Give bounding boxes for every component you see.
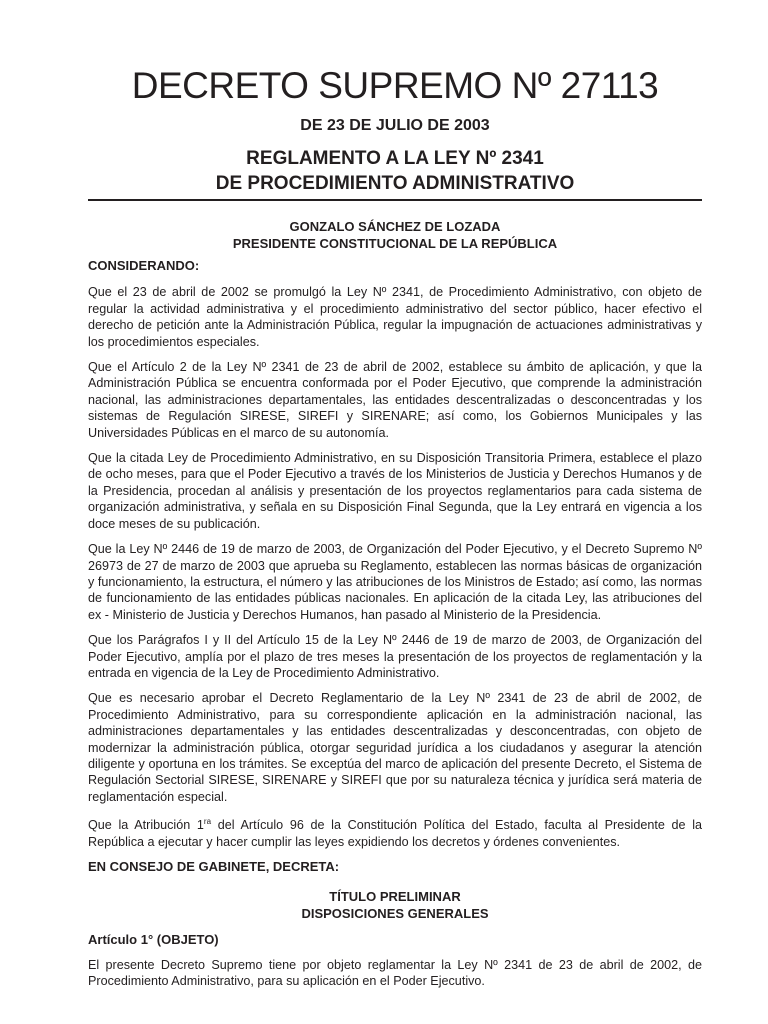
titulo-line-2: DISPOSICIONES GENERALES <box>301 905 489 921</box>
signer-name: GONZALO SÁNCHEZ DE LOZADA <box>289 219 501 234</box>
decreta-heading: EN CONSEJO DE GABINETE, DECRETA: <box>88 859 340 875</box>
decree-date: DE 23 DE JULIO DE 2003 <box>300 117 490 134</box>
atribucion-text-end: del Artículo 96 de la Constitución Política del Estado, faculta al Presidente de la República a ejecutar y hacer cumplir las leyes expidiendo los decretos y órdenes convenientes. <box>88 818 702 849</box>
paragraph: Que la Ley Nº 2446 de 19 de marzo de 2003, de Organización del Poder Ejecutivo, y el Decreto Supremo Nº 26973 de 27 de marzo de 2003 que aprueba su Reglamento, establecen las normas básicas de organización y funcionamiento, la estructura, el número y las atribuciones de los Ministros de Estado; así como, las normas de funcionamiento de las entidades públicas nacionales. En aplicación de la citada Ley, las atribuciones del ex - Ministerio de Justicia y Derechos Humanos, han pasado al Ministerio de la Presidencia. <box>88 542 702 622</box>
paragraph: Que el 23 de abril de 2002 se promulgó la Ley Nº 2341, de Procedimiento Administrativo, con objeto de regular la actividad administrativa y el procedimiento administrativo del sector público, hacer efectivo el derecho de petición ante la Administración Pública, regular la impugnación de actuaciones administrativas y los procedimientos especiales. <box>88 285 702 349</box>
signer-block <box>88 218 702 252</box>
titulo-line-1: TÍTULO PRELIMINAR <box>329 888 461 904</box>
document-body <box>88 258 702 999</box>
paragraph: Que la citada Ley de Procedimiento Administrativo, en su Disposición Transitoria Primera, establece el plazo de ocho meses, para que el Poder Ejecutivo a través de los Ministerios de Justicia y Derechos Humanos y de la Presidencia, procedan al análisis y presentación de los proyectos reglamentarios para cada sistema de organización administrativa, y señala en su Disposición Final Segunda, que la Ley entrará en vigencia a los doce meses de su publicación. <box>88 451 702 531</box>
subtitle-line-1: REGLAMENTO A LA LEY Nº 2341 <box>246 148 544 169</box>
header-divider <box>88 199 702 201</box>
atribucion-superscript: ra <box>203 817 212 827</box>
decree-subtitle <box>88 146 702 196</box>
paragraph: Que es necesario aprobar el Decreto Reglamentario de la Ley Nº 2341 de 23 de abril de 2002, de Procedimiento Administrativo, para su correspondiente aplicación en la administración nacional, las administraciones departamentales y las entidades descentralizadas y desconcentradas, con objeto de modernizar la administración pública, otorgar seguridad jurídica a los ciudadanos y asegurar la atención diligente y oportuna en los trámites. Se exceptúa del marco de aplicación del presente Decreto, el Sistema de Regulación Sectorial SIRESE, SIRENARE y SIREFI que por su naturaleza técnica y jurídica será materia de reglamentación especial. <box>88 691 702 804</box>
paragraph: Que el Artículo 2 de la Ley Nº 2341 de 23 de abril de 2002, establece su ámbito de aplicación, y que la Administración Pública se encuentra conformada por el Poder Ejecutivo, que comprende la administración nacional, las administraciones departamentales, las entidades descentralizadas o desconcentradas y los sistemas de Regulación SIRESE, SIREFI y SIRENARE; así como, los Gobiernos Municipales y las Universidades Públicas en el marco de su autonomía. <box>88 360 702 440</box>
paragraph: Que los Parágrafos I y II del Artículo 15 de la Ley Nº 2446 de 19 de marzo de 2003, de Organización del Poder Ejecutivo, amplía por el plazo de tres meses la presentación de los proyectos de reglamentación y la entrada en vigencia de la Ley de Procedimiento Administrativo. <box>88 633 702 680</box>
atribucion-text-start: Que la Atribución 1 <box>88 818 204 833</box>
subtitle-line-2: DE PROCEDIMIENTO ADMINISTRATIVO <box>215 173 575 194</box>
article-text: El presente Decreto Supremo tiene por objeto reglamentar la Ley Nº 2341 de 23 de abril de 2002, de Procedimiento Administrativo, para su aplicación en el Poder Ejecutivo. <box>88 958 702 989</box>
atribucion-paragraph <box>88 814 702 850</box>
titulo-heading <box>88 888 702 922</box>
decree-title: DECRETO SUPREMO Nº 27113 <box>131 65 659 106</box>
considerando-heading: CONSIDERANDO: <box>88 258 200 273</box>
article-heading: Artículo 1° (OBJETO) <box>88 931 219 947</box>
signer-role: PRESIDENTE CONSTITUCIONAL DE LA REPÚBLICA <box>232 236 558 251</box>
